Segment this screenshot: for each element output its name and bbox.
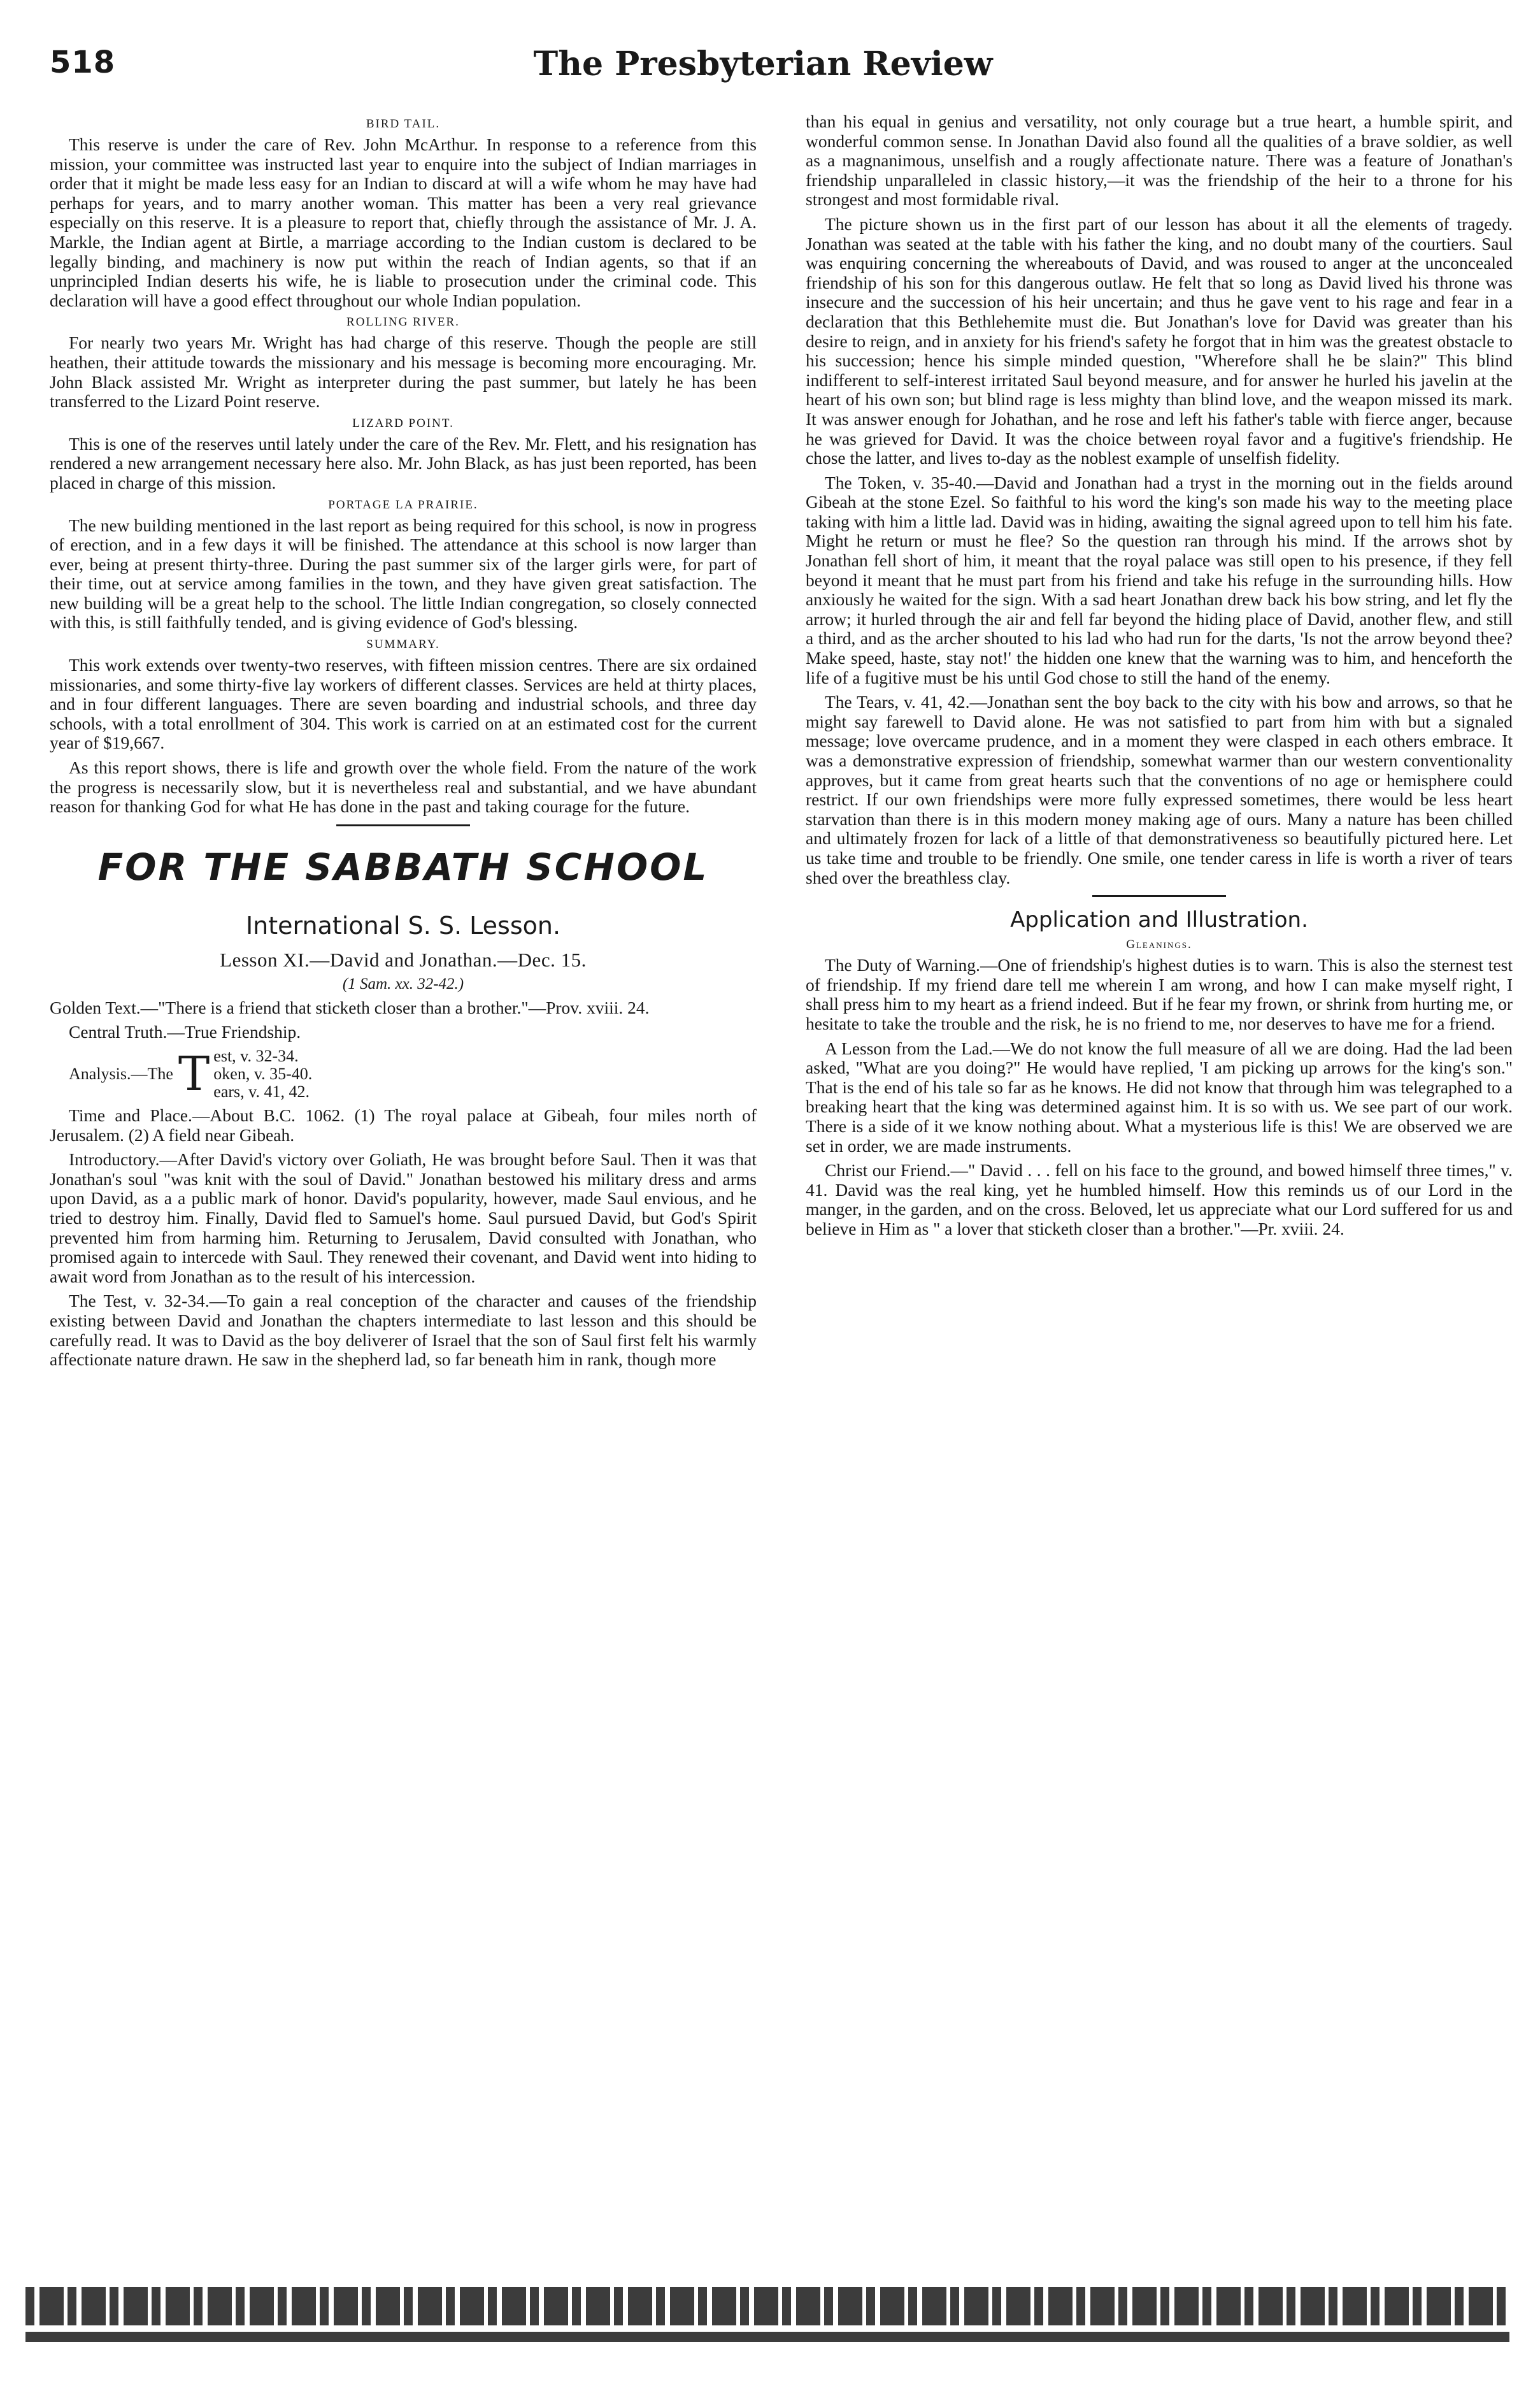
analysis-points (213, 1047, 312, 1101)
page-header (50, 45, 1476, 115)
analysis-label: Analysis.—The (69, 1065, 173, 1083)
paragraph: As this report shows, there is life and growth over the whole field. From the nature of the work the progress is necessarily slow, but it is nevertheless real and substantial, and we have abundant reason for thanking God for what He has done in the past and taking courage for the future. (50, 758, 757, 817)
time-and-place: Time and Place.—About B.C. 1062. (1) The royal palace at Gibeah, four miles north of Jerusalem. (2) A field near Gibeah. (50, 1105, 757, 1145)
divider (336, 824, 470, 826)
lesson-from-the-lad: A Lesson from the Lad.—We do not know the full measure of all we are doing. Had the lad been asked, "What are you doing?" He would have replied, 'I am picking up arrows for the king's son." That is the end of his tale so far as he knows. He did not know that through him was telegraphed to a breaking heart that the king was determined against him. It is so with us. We see part of our work. There is a side of it we know nothing about. What a mysterious life is this! We are observed we are set in order, we are made instruments. (806, 1038, 1513, 1156)
paragraph: This work extends over twenty-two reserves, with fifteen mission centres. There are six ordained missionaries, and some thirty-five lay workers of different classes. Services are held at thirty places, and in four different languages. There are seven boarding and industrial schools, and three day schools, with a total enrollment of 304. This work is carried on at an estimated cost for the current year of $19,667. (50, 655, 757, 753)
right-column (806, 112, 1513, 1244)
central-truth: Central Truth.—True Friendship. (69, 1022, 301, 1042)
analysis-point: est, v. 32-34. (213, 1047, 299, 1065)
application-heading: Application and Illustration. (1010, 907, 1308, 933)
the-token: The Token, v. 35-40.—David and Jonathan had a tryst in the morning out in the fields around Gibeah at the stone Ezel. So faithful to his word the king's son made his way to the meeting place taking with him a little lad. David was in hiding, awaiting the signal agreed upon to tell him his fate. Might he return or must he flee? So the question ran through his mind. If the arrows shot by Jonathan fell short of him, it meant that the royal palace was still open to his presence, if they fell beyond it meant that he must part from his friend and take his refuge in the surrounding hills. How anxiously he waited for the sign. With a sad heart Jonathan drew back his bow string, and let fly the arrow; it hurled through the air and fell far beyond the hiding place of David, another flew, and still a third, and as the archer shouted to his lad who had run for the darts, 'Is not the arrow beyond thee? Make speed, haste, stay not!' the hidden one knew that the warning was to him, and henceforth the life of a fugitive must be his until God chose to still the hand of the enemy. (806, 472, 1513, 687)
journal-title: The Presbyterian Review (533, 45, 993, 83)
paragraph: than his equal in genius and versatility, not only courage but a true heart, a humble spirit, and wonderful common sense. In Jonathan David also found all the qualities of a brave soldier, as well as a magnanimous, unselfish and a rougly affectionate nature. There was a feature of Jonathan's friendship unparalleled in classic history,—it was the friendship of the heir to a throne for his strongest and most formidable rival. (806, 111, 1513, 210)
sabbath-school-banner: FOR THE SABBATH SCHOOL (97, 845, 709, 889)
footer-ornament (25, 2287, 1509, 2325)
the-tears: The Tears, v. 41, 42.—Jonathan sent the boy back to the city with his bow and arrows, so that he might say farewell to David alone. He was not satisfied to part from him with but a signaled message; love overcame prudence, and in a moment they were clasped in each others embrace. It was a demonstrative expression of friendship, somewhat warmer than our western conventionality approves, but it came from great hearts such that the conventions of no age or hemisphere could restrict. If our own friendships were more fully expressed sometimes, there would be less heart starvation than there is in this modern money making age of ours. Many a nature has been chilled and ultimately frozen for lack of a little of that demonstrativeness so beautifully pictured here. Let us take time and trouble to be friendly. One smile, one tender caress in life is worth a river of tears shed over the breathless clay. (806, 692, 1513, 887)
paragraph: For nearly two years Mr. Wright has had charge of this reserve. Though the people are still heathen, their attitude towards the missionary and his message is becoming more encouraging. Mr. John Black assisted Mr. Wright as interpreter during the past summer, but lately he has been transferred to the Lizard Point reserve. (50, 333, 757, 412)
paragraph: This reserve is under the care of Rev. John McArthur. In response to a reference from this mission, your committee was instructed last year to enquire into the subject of Indian marriages in order that it might be made less easy for an Indian to discard at will a wife whom he may have had perhaps for years, and to marry another woman. This matter has been a very real grievance especially on this reserve. It is a pleasure to report that, chiefly through the assistance of Mr. J. A. Markle, the Indian agent at Birtle, a marriage according to the Indian custom is declared to be legally binding, and machinery is now put within the reach of Indian agents, so that if an unprincipled Indian deserts his wife, he is liable to prosecution under the criminal code. This declaration will have a good effect throughout our whole Indian population. (50, 134, 757, 310)
christ-our-friend: Christ our Friend.—" David . . . fell on his face to the ground, and bowed himself three times," v. 41. David was the real king, yet he humbled himself. How this reminds us of our Lord in the manger, in the garden, and on the cross. Beloved, let us appreciate what our Lord suffered for us and believe in Him as " a lover that sticketh closer than a brother."—Pr. xviii. 24. (806, 1160, 1513, 1239)
analysis-point: ears, v. 41, 42. (213, 1082, 310, 1101)
lesson-heading: International S. S. Lesson. (245, 911, 561, 940)
lesson-number: Lesson XI.—David and Jonathan.—Dec. 15. (220, 948, 587, 971)
lesson-reference: (1 Sam. xx. 32-42.) (342, 975, 464, 993)
the-test: The Test, v. 32-34.—To gain a real conception of the character and causes of the friendship existing between David and Jonathan the chapters intermediate to last lesson and this should be carefully read. It was to David as the boy deliverer of Israel that the son of Saul first felt his warmly affectionate nature drawn. He saw in the shepherd lad, so far beneath him in rank, though more (50, 1291, 757, 1370)
page-number: 518 (50, 45, 116, 80)
paragraph: This is one of the reserves until lately under the care of the Rev. Mr. Flett, and his resignation has rendered a new arrangement necessary here also. Mr. John Black, as has just been reported, has been placed in charge of this mission. (50, 433, 757, 492)
section-heading-summary: SUMMARY. (366, 638, 440, 652)
gleanings-heading: Gleanings. (1126, 938, 1192, 952)
duty-of-warning: The Duty of Warning.—One of friendship's highest duties is to warn. This is also the sternest test of friendship. If my friend dare tell me wherein I am wrong, and how I can make myself right, I shall press him to my heart as a friend indeed. But if he fear my frown, or shrink from hurting me, or hesitate to take the trouble and the risk, he is no friend to me, nor deserves to have me for a friend. (806, 955, 1513, 1033)
paragraph: The new building mentioned in the last report as being required for this school, is now in progress of erection, and in a few days it will be finished. The attendance at this school is now larger than ever, being at present thirty-three. During the past summer six of the larger girls were, for part of their time, out at service among families in the town, and they have given great satisfaction. The new building will be a great help to the school. The little Indian congregation, so closely connected with this, is still faithfully tended, and is giving evidence of God's blessing. (50, 515, 757, 633)
paragraph: The picture shown us in the first part of our lesson has about it all the elements of tragedy. Jonathan was seated at the table with his father the king, and no doubt many of the courtiers. Saul was enquiring concerning the whereabouts of David, and was roused to anger at the unconcealed friendship of his son for this dangerous outlaw. He felt that so long as David lived his throne was insecure and the succession of his heir uncertain; and thus he gave vent to his rage and fear in a declaration that this Bethlehemite must die. But Jonathan's love for David was greater than his desire to reign, and in anxiety for his friend's safety he forgot that in him was the greatest obstacle to his succession; hence his simple minded question, "Wherefore shall he be slain?" This blind indifferent to self-interest irritated Saul beyond measure, and for answer he hurled his javelin at the heart of his own son; but blind rage is less mighty than blind love, and the weapon missed its mark. It was answer enough for Johathan, and he rose and left his father's table with fierce anger, because he was grieved for David. It was the choice between royal favor and a fugitive's friendship. He chose the latter, and lives to-day as the noblest example of unselfish fidelity. (806, 213, 1513, 468)
analysis-initial: T (178, 1047, 210, 1102)
footer-rule (25, 2332, 1509, 2342)
section-heading-lizard-point: LIZARD POINT. (352, 416, 454, 430)
section-heading-portage: PORTAGE LA PRAIRIE. (328, 498, 478, 512)
introductory: Introductory.—After David's victory over Goliath, He was brought before Saul. Then it was that Jonathan's soul "was knit with the soul of David." Jonathan bestowed his military dress and arms upon David, as a a public mark of honor. David's popularity, however, made Saul envious, and he tried to destroy him. Finally, David fled to Samuel's home. Saul pursued David, but God's Spirit prevented him from harming him. Returning to Jerusalem, David consulted with Jonathan, who promised again to intercede with Saul. They renewed their covenant, and David went into hiding to await word from Jonathan as to the result of his intercession. (50, 1149, 757, 1286)
left-column (50, 112, 757, 1375)
golden-text: Golden Text.—"There is a friend that sticketh closer than a brother."—Prov. xviii. 24. (50, 997, 650, 1017)
divider (1092, 895, 1226, 897)
section-heading-rolling-river: ROLLING RIVER. (346, 315, 460, 329)
analysis-point: oken, v. 35-40. (213, 1065, 313, 1083)
section-heading-bird-tail: BIRD TAIL. (366, 117, 441, 131)
lesson-analysis (69, 1047, 757, 1101)
